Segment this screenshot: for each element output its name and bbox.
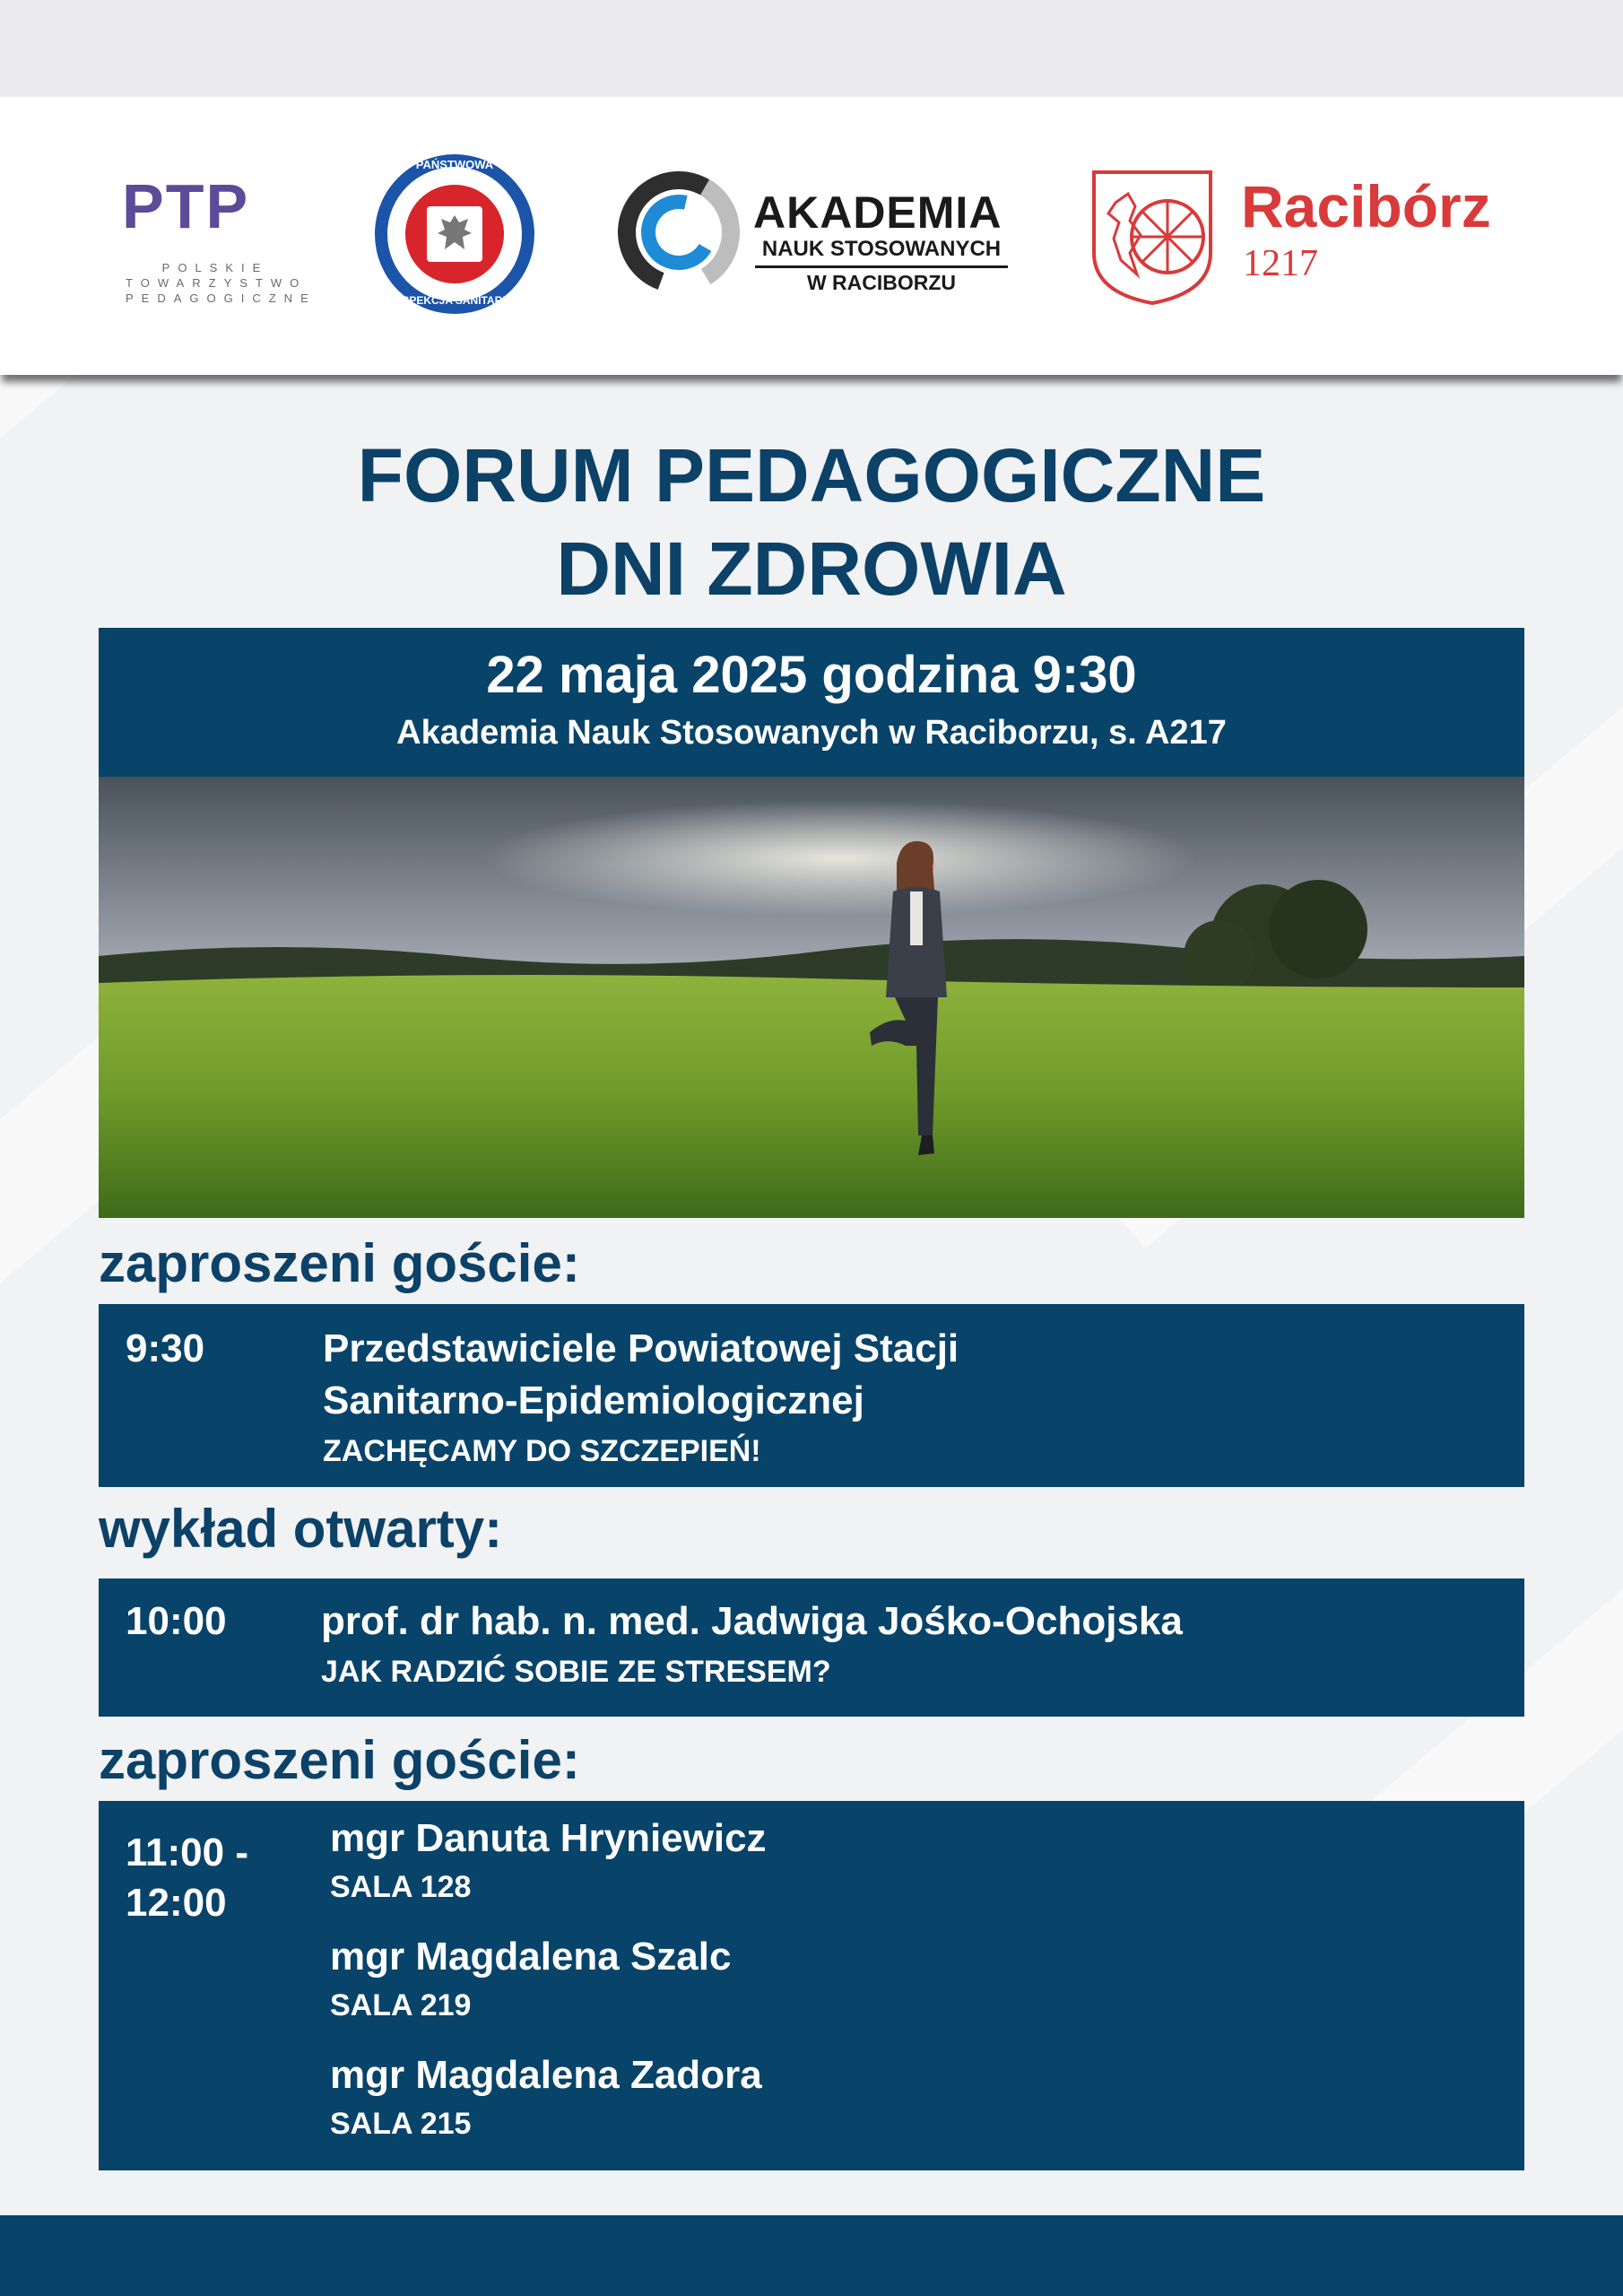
pis-seal-bottom-text: INSPEKCJA SANITARNA bbox=[391, 294, 518, 307]
guest-room: SALA 215 bbox=[330, 2107, 472, 2141]
event-date-band bbox=[99, 628, 1524, 777]
schedule-time: 11:00 - bbox=[126, 1831, 248, 1874]
schedule-speaker: prof. dr hab. n. med. Jadwiga Jośko-Ochojska bbox=[321, 1599, 1183, 1643]
yoga-field-photo bbox=[99, 777, 1524, 1218]
page-title-line2: DNI ZDROWIA bbox=[556, 526, 1067, 611]
schedule-block bbox=[99, 1801, 1524, 2170]
schedule-note: ZACHĘCAMY DO SZCZEPIEŃ! bbox=[323, 1434, 761, 1468]
ans-logo-title: AKADEMIA bbox=[753, 187, 1002, 238]
raciborz-name: Racibórz bbox=[1241, 173, 1491, 239]
guest-name: mgr Danuta Hryniewicz bbox=[330, 1816, 767, 1860]
schedule-time: 10:00 bbox=[126, 1599, 227, 1643]
schedule-note: JAK RADZIĆ SOBIE ZE STRESEM? bbox=[321, 1655, 831, 1689]
schedule-speaker: Przedstawiciele Powiatowej Stacji bbox=[323, 1326, 959, 1370]
footer-band bbox=[0, 2215, 1623, 2296]
event-place: Akademia Nauk Stosowanych w Raciborzu, s. A217 bbox=[396, 714, 1227, 752]
schedule-time: 9:30 bbox=[126, 1326, 205, 1370]
ans-logo-subtitle: NAUK STOSOWANYCH bbox=[755, 237, 1008, 268]
guest-name: mgr Magdalena Zadora bbox=[330, 2053, 762, 2097]
ptp-logo-mark: ΡTP bbox=[122, 171, 250, 241]
guest-name: mgr Magdalena Szalc bbox=[330, 1935, 732, 1979]
guest-room: SALA 128 bbox=[330, 1870, 472, 1904]
pis-seal-top-text: PAŃSTWOWA bbox=[415, 158, 494, 171]
raciborz-year: 1217 bbox=[1243, 243, 1318, 284]
schedule-block bbox=[99, 1304, 1524, 1487]
banner-photo bbox=[99, 777, 1524, 1218]
schedule-block bbox=[99, 1578, 1524, 1717]
section-heading: zaproszeni goście: bbox=[99, 1730, 580, 1790]
schedule-time: 12:00 bbox=[126, 1881, 227, 1925]
guest-room: SALA 219 bbox=[330, 1988, 472, 2022]
event-date: 22 maja 2025 godzina 9:30 bbox=[486, 646, 1137, 704]
top-band bbox=[0, 0, 1623, 97]
eagle-emblem-icon bbox=[427, 206, 482, 262]
ptp-logo-text: POLSKIE TOWARZYSTWO PEDAGOGICZNE bbox=[126, 261, 317, 305]
ans-logo-city: W RACIBORZU bbox=[806, 271, 957, 294]
ans-logo-icon bbox=[615, 169, 742, 296]
schedule-speaker: Sanitarno-Epidemiologicznej bbox=[323, 1378, 864, 1422]
section-heading: wykład otwarty: bbox=[99, 1499, 503, 1559]
page-title-line1: FORUM PEDAGOGICZNE bbox=[357, 433, 1266, 517]
raciborz-crest-icon bbox=[1089, 167, 1216, 309]
section-heading: zaproszeni goście: bbox=[99, 1233, 580, 1293]
